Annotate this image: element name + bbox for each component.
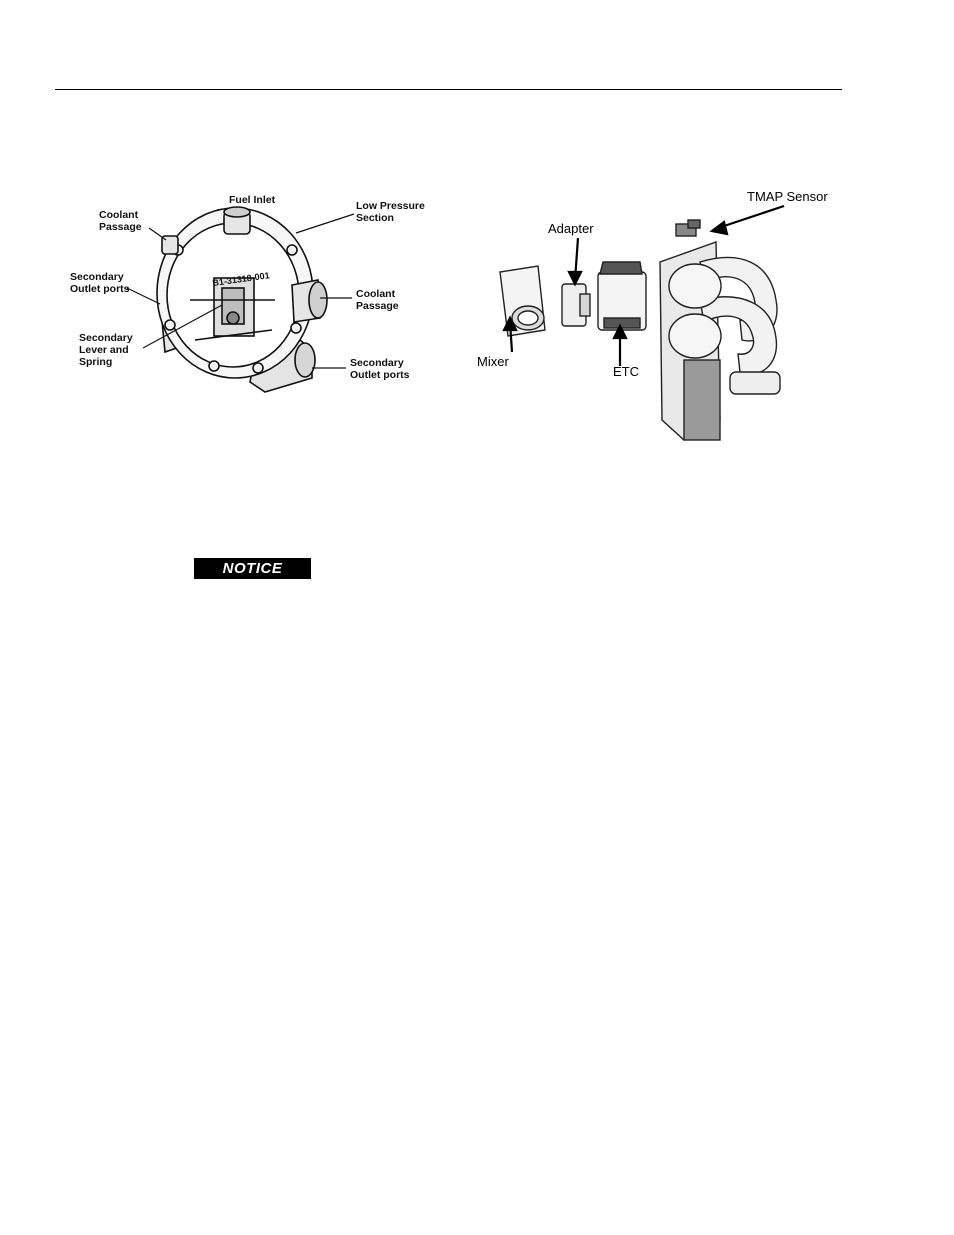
label-coolant-passage-right: Coolant Passage <box>356 288 399 312</box>
label-etc: ETC <box>613 364 639 379</box>
intake-illustration <box>470 185 850 450</box>
regulator-part-number: B1-31318-001 <box>211 270 271 289</box>
label-secondary-lever: Secondary Lever and Spring <box>79 332 133 368</box>
header-rule <box>55 89 842 90</box>
label-secondary-outlet-right: Secondary Outlet ports <box>350 357 410 381</box>
label-low-pressure-section: Low Pressure Section <box>356 200 425 224</box>
label-coolant-passage-left: Coolant Passage <box>99 209 142 233</box>
label-fuel-inlet: Fuel Inlet <box>229 194 276 206</box>
label-tmap-sensor: TMAP Sensor <box>747 189 828 204</box>
label-secondary-outlet-left: Secondary Outlet ports <box>70 271 130 295</box>
label-adapter: Adapter <box>548 221 594 236</box>
notice-badge: NOTICE <box>194 558 311 579</box>
label-mixer: Mixer <box>477 354 509 369</box>
